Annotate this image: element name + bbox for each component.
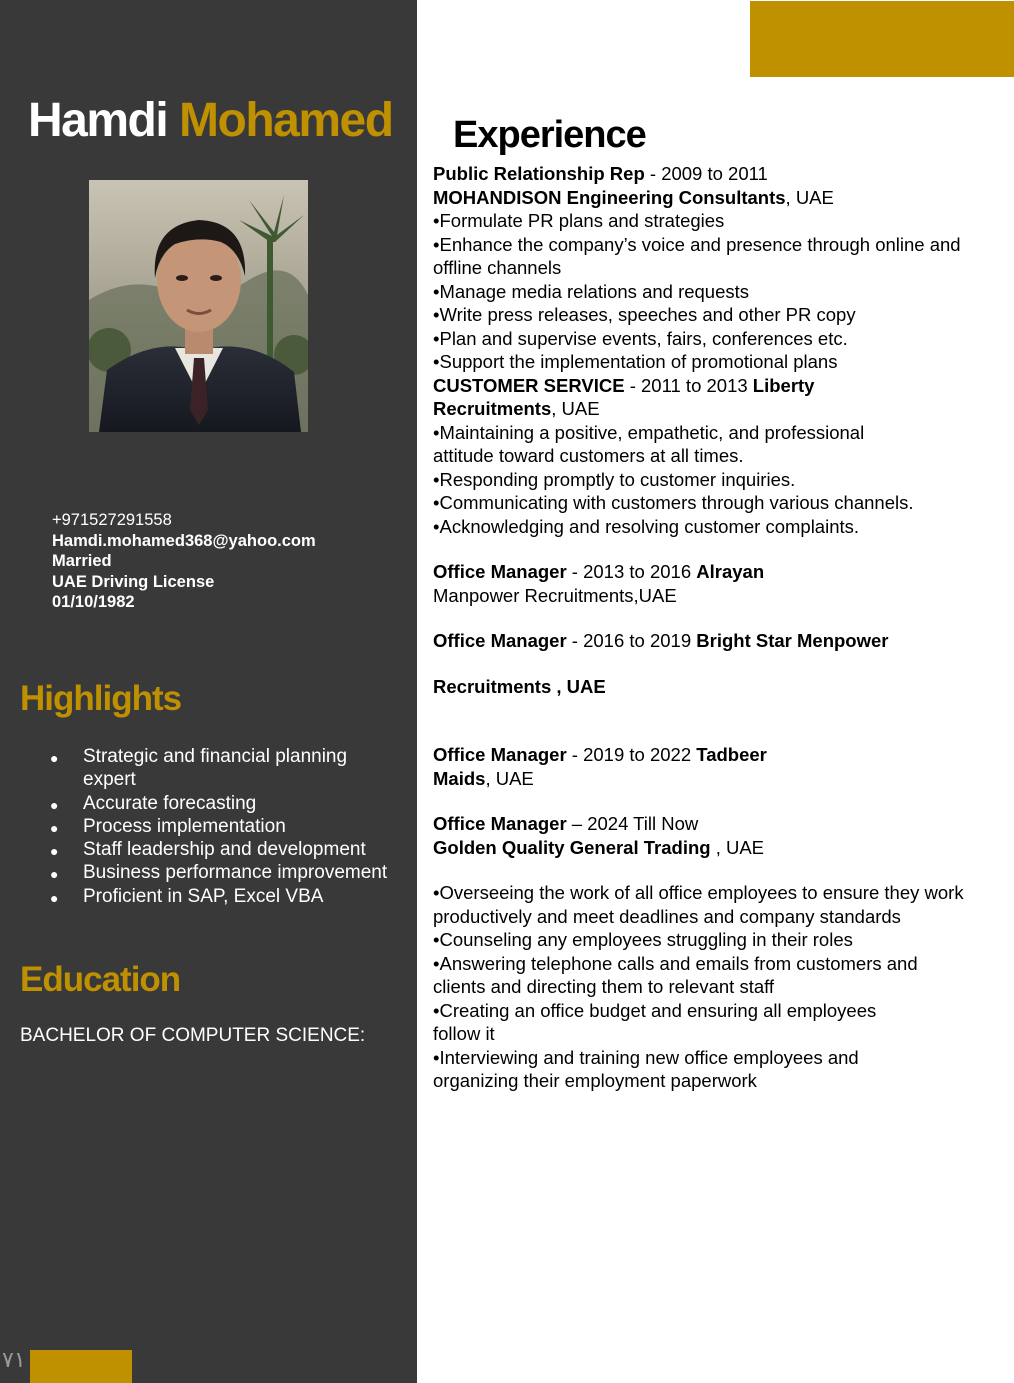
list-item: •Plan and supervise events, fairs, conferences etc. — [433, 327, 848, 349]
job-company: Recruitments , UAE — [433, 675, 606, 697]
list-item: ● Staff leadership and development — [50, 839, 366, 861]
list-item: ● Proficient in SAP, Excel VBA — [50, 885, 324, 907]
phone-number: +971527291558 — [52, 511, 172, 529]
list-item: •Counseling any employees struggling in their roles — [433, 929, 853, 950]
list-item: •Manage media relations and requests — [433, 280, 750, 302]
list-item: •Communicating with customers through various channels. — [433, 492, 914, 513]
list-item: •Write press releases, speeches and other PR copy — [433, 304, 856, 325]
email-address: Hamdi.mohamed368@yahoo.com — [52, 531, 316, 550]
job-company: Golden Quality General Trading , UAE — [433, 836, 765, 858]
highlights-heading: Highlights — [20, 679, 182, 718]
highlights-list — [50, 745, 400, 908]
list-item: •Responding promptly to customer inquiries. — [433, 468, 796, 490]
candidate-name — [28, 92, 393, 150]
list-item: ● Strategic and financial planning expert — [50, 746, 348, 791]
marital-status: Married — [52, 552, 112, 570]
education-heading: Education — [20, 960, 181, 999]
job-company: MOHANDISON Engineering Consultants, UAE — [433, 186, 834, 208]
portrait-image — [89, 180, 308, 432]
first-name: Hamdi — [28, 94, 168, 147]
list-item: ● Process implementation — [50, 815, 286, 837]
job-company: Manpower Recruitments,UAE — [433, 584, 677, 606]
education-degree: BACHELOR OF COMPUTER SCIENCE: — [20, 1025, 366, 1046]
job-header: Office Manager – 2024 Till Now — [433, 813, 699, 834]
list-item: ● Accurate forecasting — [50, 792, 257, 814]
page-number: ٧١ — [2, 1348, 26, 1373]
job-header: CUSTOMER SERVICE - 2011 to 2013 Liberty Recruitments, UAE — [433, 374, 815, 419]
top-accent-bar — [750, 1, 1014, 77]
list-item: •Answering telephone calls and emails from customers and clients and directing them to relevant staff — [433, 952, 918, 997]
driving-license: UAE Driving License — [52, 572, 215, 591]
list-item: ● Business performance improvement — [50, 862, 388, 884]
bottom-accent-bar — [30, 1350, 132, 1383]
experience-section — [433, 162, 968, 1093]
last-name: Mohamed — [179, 94, 393, 147]
profile-photo — [89, 180, 308, 432]
date-of-birth: 01/10/1982 — [52, 593, 135, 611]
list-item: •Creating an office budget and ensuring all employees follow it — [433, 999, 877, 1044]
list-item: •Support the implementation of promotional plans — [433, 351, 838, 372]
contact-block — [52, 510, 316, 613]
job-header: Office Manager - 2019 to 2022 Tadbeer — [433, 744, 767, 765]
job-header: Office Manager - 2013 to 2016 Alrayan — [433, 561, 765, 582]
experience-heading: Experience — [453, 114, 646, 156]
list-item: •Acknowledging and resolving customer complaints. — [433, 515, 860, 537]
job-header: Public Relationship Rep - 2009 to 2011 — [433, 163, 768, 184]
list-item: •Interviewing and training new office employees and organizing their employment paperwork — [433, 1046, 859, 1091]
list-item: •Formulate PR plans and strategies — [433, 210, 725, 231]
job-header: Office Manager - 2016 to 2019 Bright Star Menpower — [433, 630, 889, 651]
job-company: Maids, UAE — [433, 767, 534, 789]
list-item: •Enhance the company’s voice and presence through online and offline channels — [433, 233, 961, 278]
list-item: •Overseeing the work of all office employees to ensure they work productively and meet deadlines and company standards — [433, 882, 964, 927]
list-item: •Maintaining a positive, empathetic, and professional attitude toward customers at all times. — [433, 421, 865, 466]
